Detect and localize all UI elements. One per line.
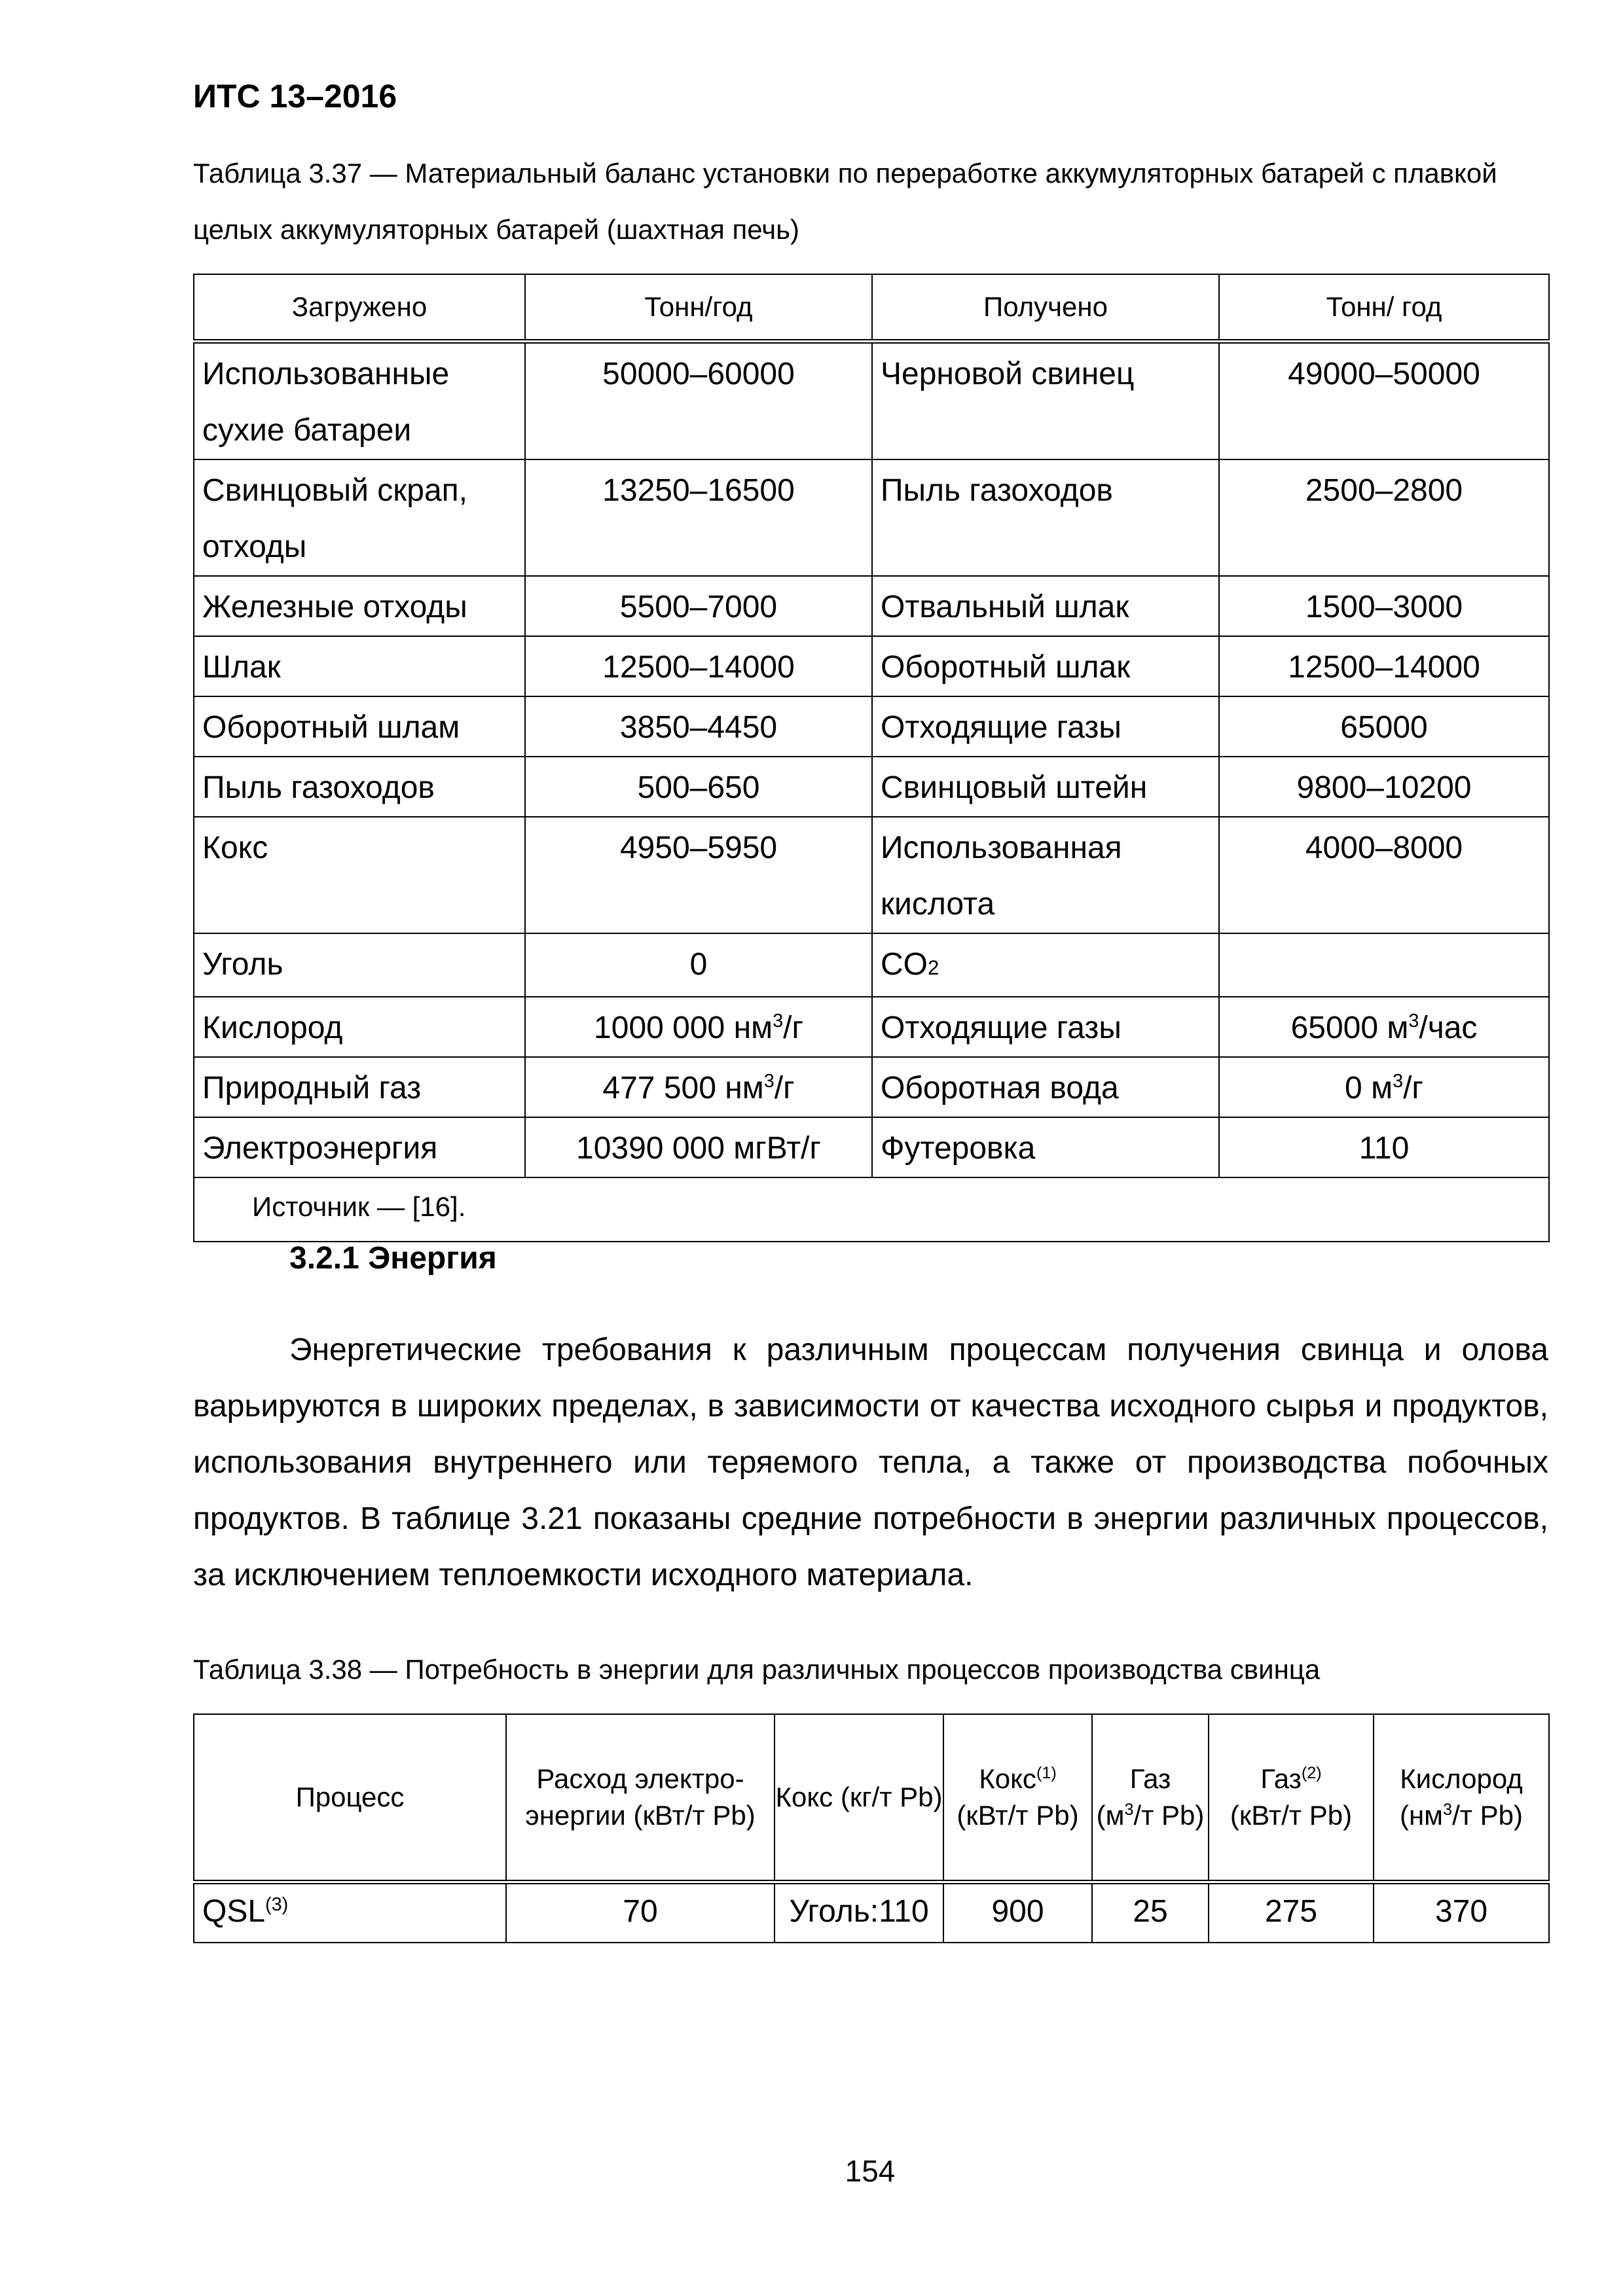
table-row — [194, 1057, 1549, 1117]
table-cell: 5500–7000 — [525, 576, 872, 636]
value-text: 65000 м — [1290, 1011, 1409, 1045]
page-number: 154 — [845, 2154, 896, 2188]
header-text: Газ — [1129, 1763, 1171, 1794]
table-row — [194, 997, 1549, 1057]
table-cell — [1219, 997, 1549, 1057]
footnote-marker: (2) — [1301, 1764, 1322, 1782]
table-row — [194, 817, 1549, 933]
footnote-marker: (1) — [1036, 1764, 1057, 1782]
table-cell: Кислород — [194, 997, 525, 1057]
table-cell: 65000 — [1219, 696, 1549, 757]
table-cell: Пыль газоходов — [194, 757, 525, 817]
table-cell: Черновой свинец — [872, 342, 1219, 460]
table-cell: 4950–5950 — [525, 817, 872, 933]
table-cell: 500–650 — [525, 757, 872, 817]
table-row — [194, 1882, 1549, 1943]
column-header: Расход электро-энергии (кВт/т Pb) — [506, 1714, 775, 1882]
superscript: 3 — [773, 1011, 784, 1031]
table-cell: 3850–4450 — [525, 696, 872, 757]
header-text: (нм — [1399, 1800, 1444, 1831]
superscript: 3 — [1443, 1801, 1453, 1819]
table-cell: 50000–60000 — [525, 342, 872, 460]
superscript: 3 — [1408, 1011, 1419, 1031]
table-cell: Оборотная вода — [872, 1057, 1219, 1117]
table-cell: Использованная кислота — [872, 817, 1219, 933]
table-cell: Электроэнергия — [194, 1117, 525, 1177]
column-header: Процесс — [194, 1714, 506, 1882]
superscript: 3 — [1124, 1801, 1134, 1819]
table-cell — [525, 997, 872, 1057]
table-cell: Футеровка — [872, 1117, 1219, 1177]
table-cell: 12500–14000 — [1219, 636, 1549, 696]
column-header: Тонн/год — [525, 274, 872, 342]
table-row — [194, 636, 1549, 696]
table-cell: 13250–16500 — [525, 459, 872, 576]
section-heading: 3.2.1 Энергия — [289, 1241, 497, 1276]
body-paragraph: Энергетические требования к различным процессам получения свинца и олова варьируются в широких пределах, в зависимости от качества исходного сырья и продуктов, использования внутреннего или теряемого тепла, а также от производства побочных продуктов. В таблице 3.21 показаны средние потребности в энергии различных процессов, за исключением теплоемкости исходного материала. — [193, 1333, 1548, 1592]
table-cell: 49000–50000 — [1219, 342, 1549, 460]
table-cell — [1219, 1057, 1549, 1117]
energy-demand-table — [193, 1713, 1550, 1943]
table-caption: Таблица 3.38 — Потребность в энергии для различных процессов производства свинца — [193, 1654, 1321, 1685]
column-header — [1209, 1714, 1374, 1882]
table-cell: 900 — [943, 1882, 1092, 1943]
column-header: Получено — [872, 274, 1219, 342]
table-header-row — [194, 274, 1549, 342]
table-cell: Пыль газоходов — [872, 459, 1219, 576]
header-text: /т Pb) — [1133, 1800, 1205, 1831]
table-cell: 12500–14000 — [525, 636, 872, 696]
table-cell: Использованные сухие батареи — [194, 342, 525, 460]
table-cell: 0 — [525, 933, 872, 997]
table-cell — [1219, 933, 1549, 997]
table-cell — [194, 1882, 506, 1943]
table-cell: 370 — [1374, 1882, 1549, 1943]
co2-text: CO — [881, 947, 928, 982]
table-cell: Отходящие газы — [872, 696, 1219, 757]
table-caption: Таблица 3.37 — Материальный баланс установки по переработке аккумуляторных батарей с плавкой целых аккумуляторных батарей (шахтная печь) — [193, 158, 1497, 245]
table-cell: 70 — [506, 1882, 775, 1943]
table-cell — [872, 933, 1219, 997]
table-source-note: Источник — [16]. — [194, 1177, 1549, 1242]
header-text: /т Pb) — [1452, 1800, 1523, 1831]
table-cell: Уголь:110 — [775, 1882, 943, 1943]
value-text: 0 м — [1345, 1071, 1393, 1105]
table-cell: Железные отходы — [194, 576, 525, 636]
header-text: (кВт/т Pb) — [957, 1800, 1079, 1831]
unit-text: /г — [1403, 1071, 1423, 1105]
table-row — [194, 696, 1549, 757]
table-cell: 25 — [1092, 1882, 1209, 1943]
column-header — [1092, 1714, 1209, 1882]
value-text: 477 500 нм — [602, 1071, 764, 1105]
table-cell: 2500–2800 — [1219, 459, 1549, 576]
column-header — [1374, 1714, 1549, 1882]
table-header-row — [194, 1714, 1549, 1882]
superscript: 3 — [1393, 1071, 1404, 1092]
table-cell: Отвальный шлак — [872, 576, 1219, 636]
table-cell: 275 — [1209, 1882, 1374, 1943]
process-name: QSL — [202, 1894, 266, 1929]
table-source-row — [194, 1177, 1549, 1242]
table-cell: 4000–8000 — [1219, 817, 1549, 933]
subscript: 2 — [928, 956, 939, 979]
document-code: ИТС 13–2016 — [193, 78, 397, 115]
table-row — [194, 459, 1549, 576]
superscript: 3 — [763, 1071, 775, 1092]
column-header — [943, 1714, 1092, 1882]
unit-text: /г — [774, 1071, 795, 1105]
unit-text: /г — [783, 1011, 803, 1045]
table-cell: Свинцовый скрап, отходы — [194, 459, 525, 576]
footnote-marker: (3) — [265, 1894, 289, 1915]
table-row — [194, 576, 1549, 636]
material-balance-table — [193, 274, 1550, 1242]
table-cell: Оборотный шлам — [194, 696, 525, 757]
unit-text: /час — [1419, 1011, 1478, 1045]
table-cell: Шлак — [194, 636, 525, 696]
table-cell: Отходящие газы — [872, 997, 1219, 1057]
table-cell: Уголь — [194, 933, 525, 997]
table-cell — [525, 1057, 872, 1117]
table-row — [194, 757, 1549, 817]
table-row — [194, 1117, 1549, 1177]
header-text: Кислород — [1400, 1763, 1523, 1794]
value-text: 1000 000 нм — [594, 1011, 773, 1045]
table-cell: 110 — [1219, 1117, 1549, 1177]
table-row — [194, 342, 1549, 460]
header-text: (м — [1096, 1800, 1125, 1831]
table-cell: Кокс — [194, 817, 525, 933]
table-cell: Оборотный шлак — [872, 636, 1219, 696]
table-row — [194, 933, 1549, 997]
table-cell: Природный газ — [194, 1057, 525, 1117]
table-cell: Свинцовый штейн — [872, 757, 1219, 817]
table-cell: 9800–10200 — [1219, 757, 1549, 817]
header-text: Газ — [1260, 1763, 1302, 1794]
column-header: Тонн/ год — [1219, 274, 1549, 342]
column-header: Загружено — [194, 274, 525, 342]
table-cell: 10390 000 мгВт/г — [525, 1117, 872, 1177]
table-cell: 1500–3000 — [1219, 576, 1549, 636]
header-text: (кВт/т Pb) — [1230, 1800, 1353, 1831]
column-header: Кокс (кг/т Pb) — [775, 1714, 943, 1882]
header-text: Кокс — [979, 1763, 1036, 1794]
